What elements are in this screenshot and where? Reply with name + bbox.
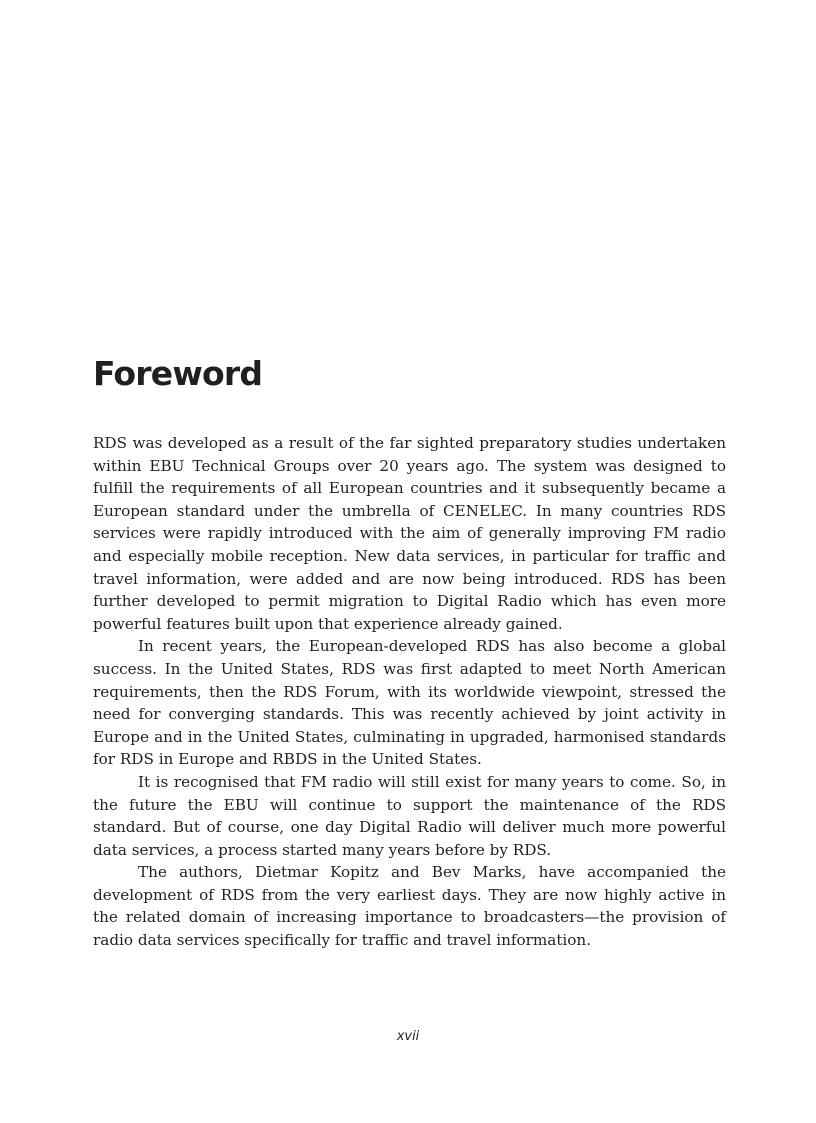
page-number: xvii (396, 1029, 420, 1044)
paragraph-1: RDS was developed as a result of the far sighted preparatory studies undertaken within EBU Technical Groups over 20 years ago. The system was designed to fulfill the requirements of all European countries and it subsequently became a European standard under the umbrella of CENELEC. In many countries RDS services were rapidly introduced with the aim of generally improving FM radio and especially mobile reception. New data services, in particular for traffic and travel information, were added and are now being introduced. RDS has been further developed to permit migration to Digital Radio which has even more powerful features built upon that experience already gained. (93, 434, 726, 633)
paragraph-4: The authors, Dietmar Kopitz and Bev Marks, have accompanied the development of RDS from the very earliest days. They are now highly active in the related domain of increasing importance to broadcasters—the provision of radio data services specifically for traffic and travel information. (93, 863, 726, 950)
paragraph-3: It is recognised that FM radio will still exist for many years to come. So, in the future the EBU will continue to support the maintenance of the RDS standard. But of course, one day Digital Radio will deliver much more powerful data services, a process started many years before by RDS. (93, 772, 726, 859)
foreword-body (93, 432, 726, 952)
page-title: Foreword (93, 354, 263, 393)
paragraph-2: In recent years, the European-developed RDS has also become a global success. In the United States, RDS was first adapted to meet North American requirements, then the RDS Forum, with its worldwide viewpoint, stressed the need for converging standards. This was recently achieved by joint activity in Europe and in the United States, culminating in upgraded, harmonised standards for RDS in Europe and RBDS in the United States. (93, 637, 726, 769)
